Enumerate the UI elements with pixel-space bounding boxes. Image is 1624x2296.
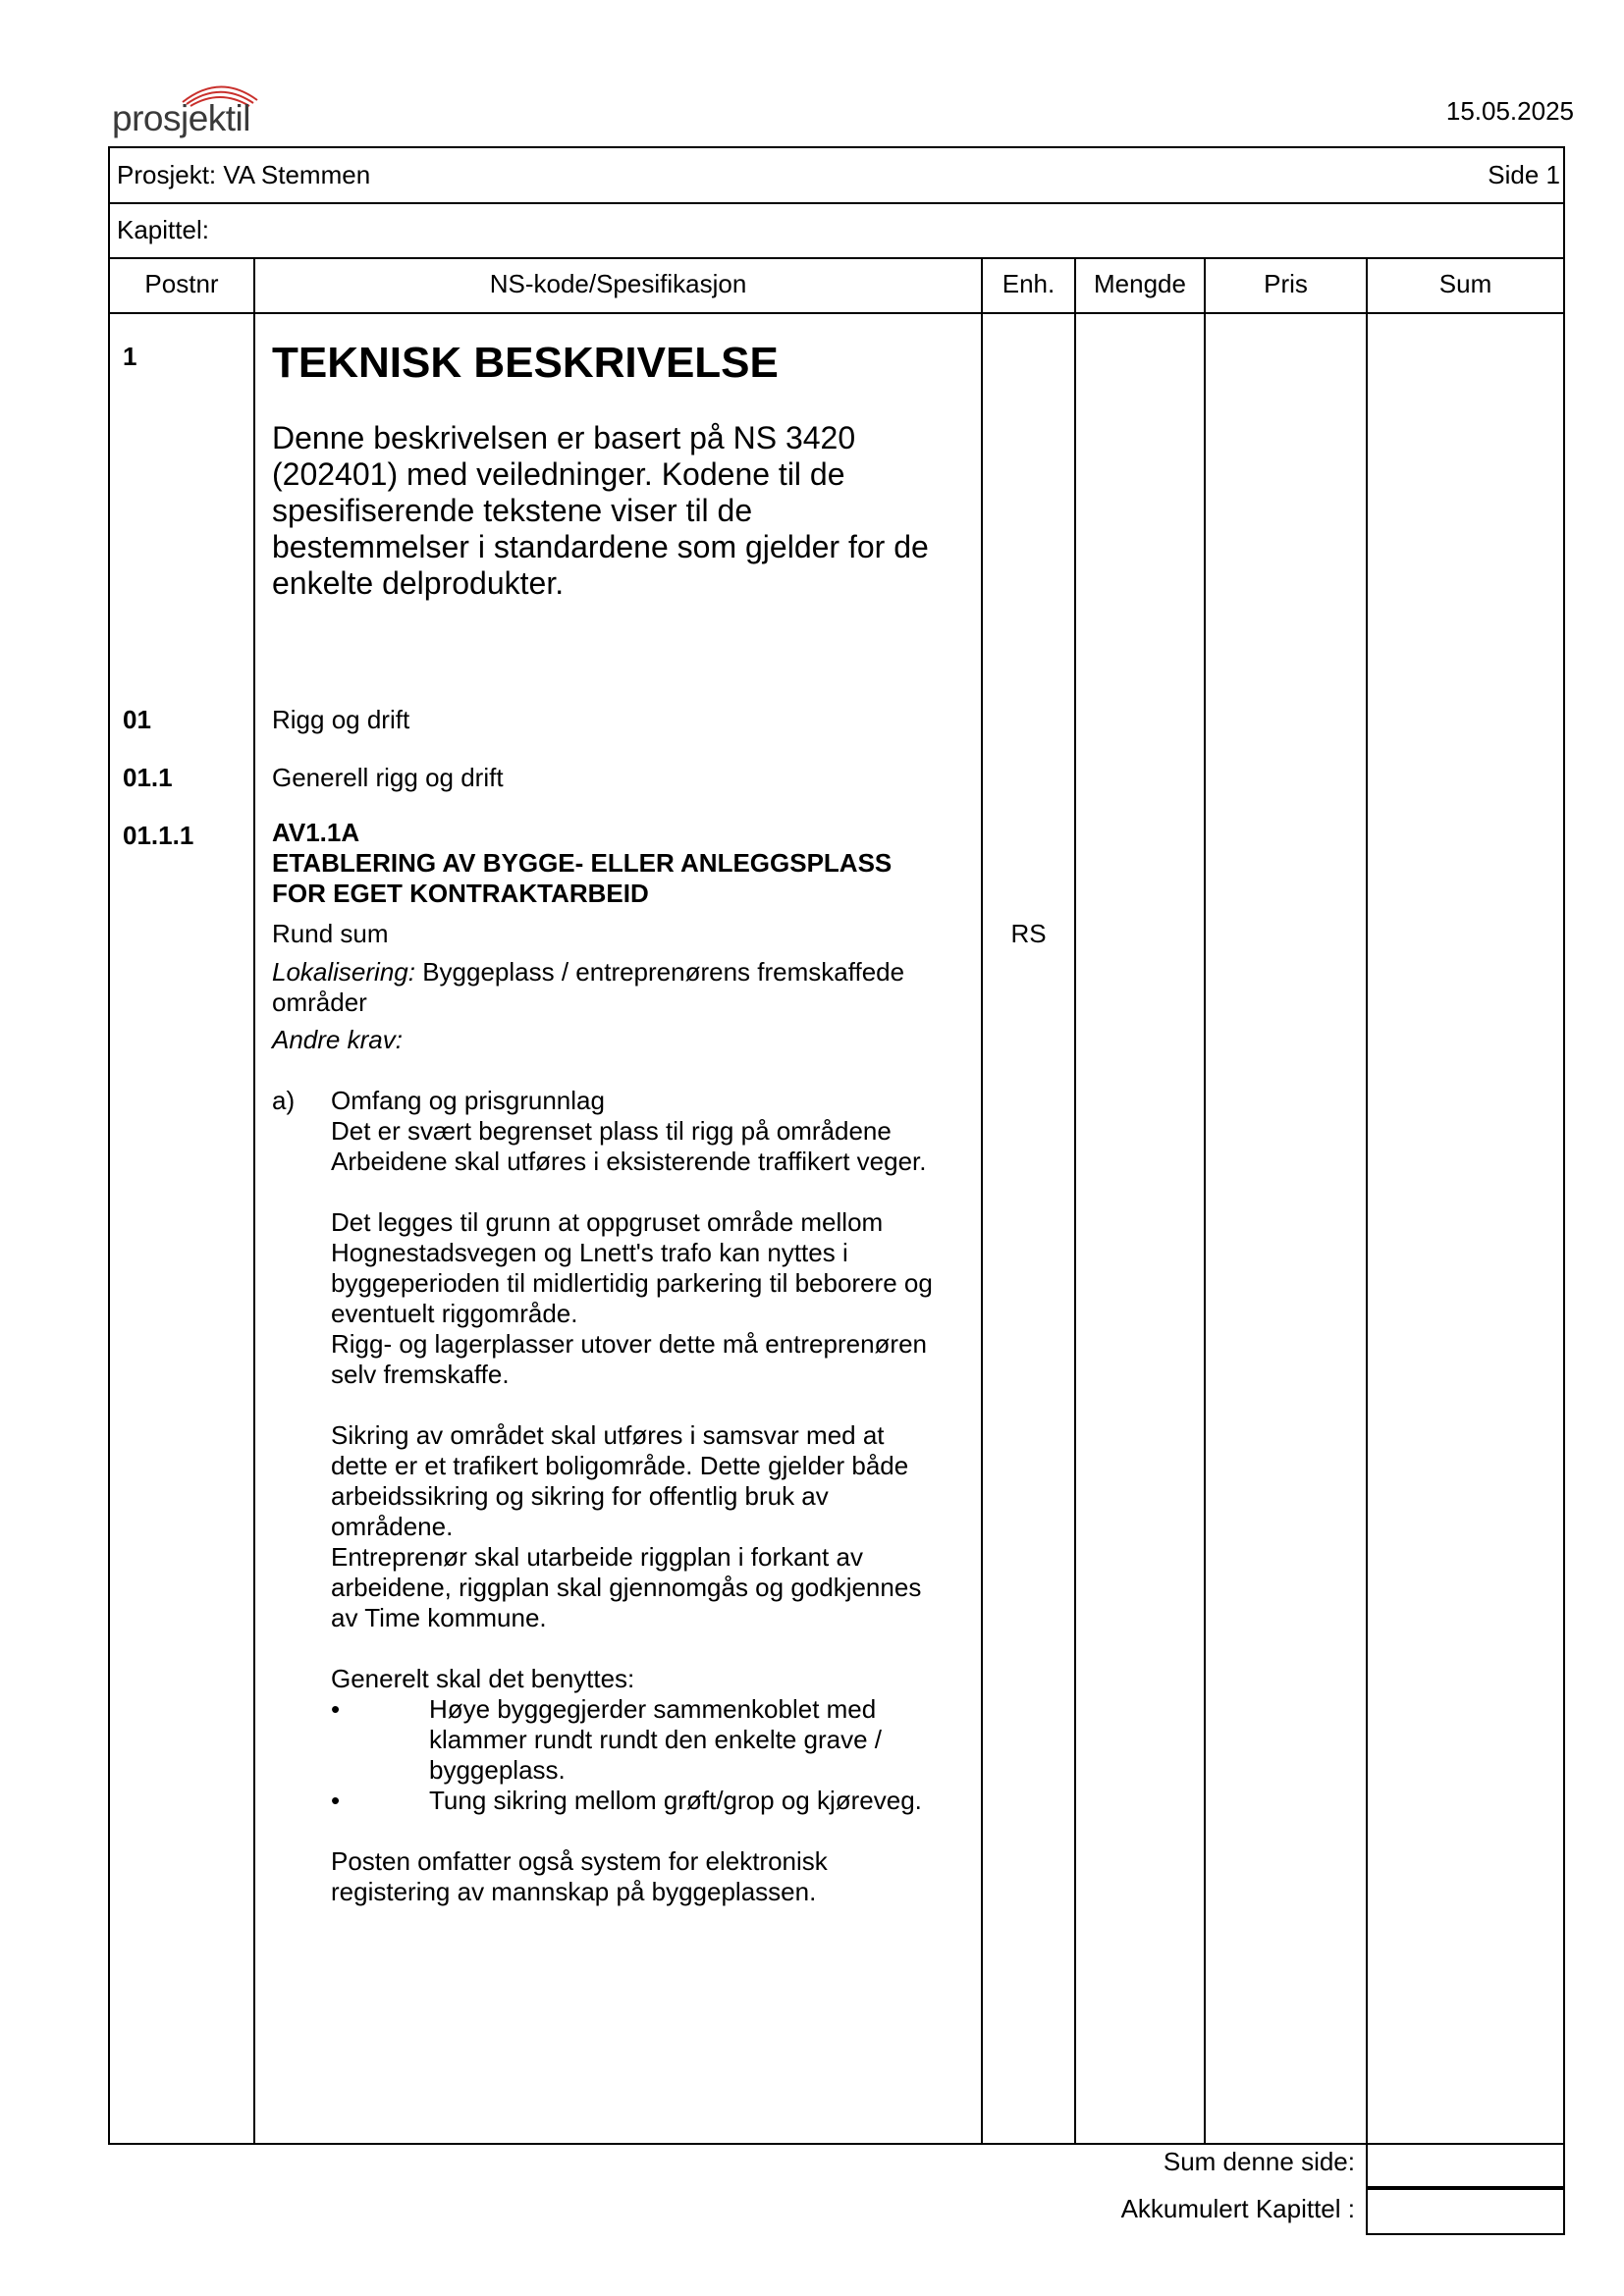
bullet-item: • Tung sikring mellom grøft/grop og kjøreveg. xyxy=(331,1786,922,1815)
item-code: AV1.1A xyxy=(272,818,360,847)
item-unit-text: Rund sum xyxy=(272,919,389,948)
item-description: Omfang og prisgrunnlag Det er svært begrenset plass til rigg på områdene Arbeidene skal utføres i eksisterende traffikert veger. Det legges til grunn at oppgruset område mellom Hognestadsvegen og Lnett's trafo kan nyttes i byggeperioden til midlertidig parkering til beborere og eventuelt riggområde. Rigg- og lagerplasser utover dette må entreprenøren selv fremskaffe. Sikring av området skal utføres i samsvar med at dette er et trafikert boligområde. Dette gjelder både arbeidssikring og sikring for offentlig bruk av områdene. Entreprenør skal utarbeide riggplan i forkant av arbeidene, riggplan skal gjennomgås og godkjennes av Time kommune. Generelt skal det benyttes: • Høye byggegjerder sammenkoblet med klammer rundt rundt den enkelte grave / byggeplass. • Tung sikring mellom grøft/grop og kjøreveg. Posten omfatter også system for elektronisk registering av mannskap på byggeplassen. xyxy=(331,1086,979,1907)
column-header-quantity: Mengde xyxy=(1094,269,1186,298)
item-unit: RS xyxy=(1010,919,1047,948)
accumulated-chapter-label: Akkumulert Kapittel : xyxy=(1120,2194,1355,2223)
intro-paragraph: Denne beskrivelsen er basert på NS 3420 (202401) med veiledninger. Kodene til de spesifiserende tekstene viser til de bestemmelser i standardene som gjelder for de enkelte delprodukter. xyxy=(272,420,929,601)
bullet-item: • Høye byggegjerder sammenkoblet med klammer rundt rundt den enkelte grave / byggeplass. xyxy=(331,1694,883,1785)
bullet-icon: • xyxy=(331,1694,341,1724)
column-header-spec: NS-kode/Spesifikasjon xyxy=(489,269,747,298)
column-header-postnr: Postnr xyxy=(144,269,219,298)
accumulated-chapter-value-box xyxy=(1366,2186,1565,2235)
bullet-icon: • xyxy=(331,1786,341,1815)
project-label: Prosjekt: VA Stemmen xyxy=(117,160,371,189)
list-title: Omfang og prisgrunnlag xyxy=(331,1086,605,1115)
postnr-1: 1 xyxy=(123,342,137,371)
localization-value: Byggeplass / entreprenørens fremskaffede xyxy=(414,957,905,987)
column-header-unit: Enh. xyxy=(1001,269,1056,298)
list-marker: a) xyxy=(272,1086,296,1115)
postnr-01-1-1: 01.1.1 xyxy=(123,821,194,850)
item-heading xyxy=(272,818,892,909)
item-title-line: FOR EGET KONTRAKTARBEID xyxy=(272,879,649,908)
item-localization: Lokalisering: Byggeplass / entreprenørens fremskaffede områder xyxy=(272,957,905,1017)
company-logo xyxy=(112,79,259,141)
section-title-rigg: Rigg og drift xyxy=(272,705,410,734)
column-header-price: Pris xyxy=(1264,269,1308,298)
column-header-sum: Sum xyxy=(1438,269,1492,298)
section-title-main: TEKNISK BESKRIVELSE xyxy=(272,339,779,387)
logo-text: prosjektil xyxy=(112,98,250,138)
document-date: 15.05.2025 xyxy=(1445,96,1574,126)
postnr-01: 01 xyxy=(123,705,151,734)
sum-page-label: Sum denne side: xyxy=(1163,2147,1355,2176)
other-requirements-label: Andre krav: xyxy=(272,1025,403,1054)
item-title-line: ETABLERING AV BYGGE- ELLER ANLEGGSPLASS xyxy=(272,848,893,878)
postnr-01-1: 01.1 xyxy=(123,763,173,792)
sum-page-value-box xyxy=(1366,2143,1565,2190)
chapter-label: Kapittel: xyxy=(117,215,209,244)
section-title-generell: Generell rigg og drift xyxy=(272,763,504,792)
localization-label: Lokalisering: xyxy=(272,957,415,987)
page-number: Side 1 xyxy=(1488,160,1560,189)
